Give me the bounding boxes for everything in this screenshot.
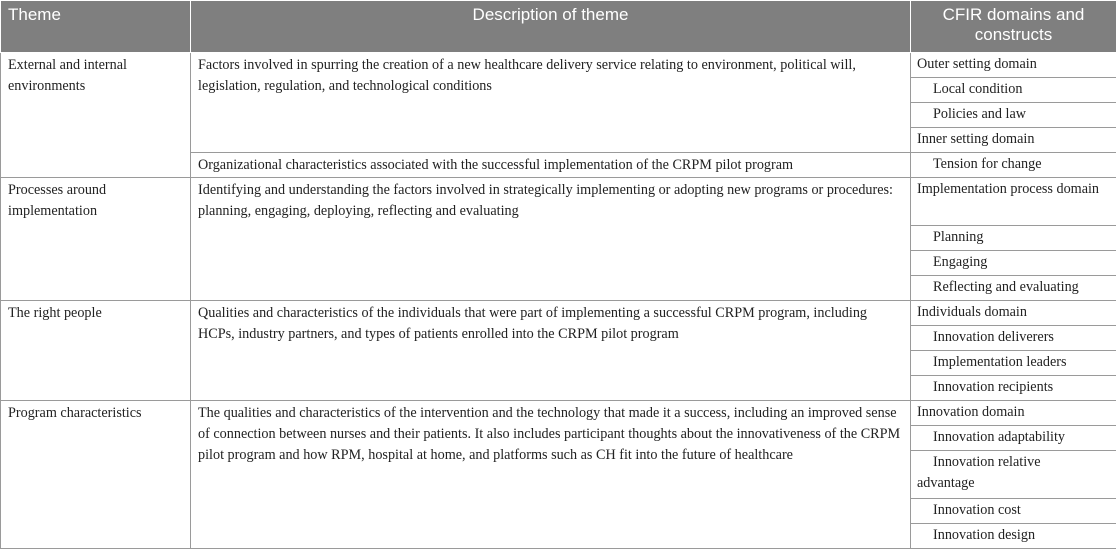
construct-cell: Local condition — [911, 78, 1116, 103]
header-theme: Theme — [1, 1, 191, 53]
construct-cell: Implementation leaders — [911, 351, 1116, 376]
theme-cell: Processes around implementation — [1, 178, 191, 301]
description-cell: Qualities and characteristics of the individuals that were part of implementing a successful CRPM program, including HCPs, industry partners, and types of patients enrolled into the CRPM pilot program — [191, 301, 911, 401]
domain-cell: Individuals domain — [911, 301, 1116, 326]
description-cell: Organizational characteristics associated with the successful implementation of the CRPM pilot program — [191, 153, 911, 178]
construct-cell: Policies and law — [911, 103, 1116, 128]
table-row — [1, 178, 1116, 226]
construct-cell: Innovation design — [911, 524, 1116, 549]
header-cfir: CFIR domains and constructs — [911, 1, 1116, 53]
table-row — [1, 301, 1116, 326]
construct-cell: Innovation recipients — [911, 376, 1116, 401]
domain-cell: Outer setting domain — [911, 53, 1116, 78]
domain-cell: Implementation process domain — [911, 178, 1116, 226]
domain-cell: Inner setting domain — [911, 128, 1116, 153]
table-row — [1, 401, 1116, 426]
construct-cell: Innovation cost — [911, 499, 1116, 524]
domain-cell: Innovation domain — [911, 401, 1116, 426]
construct-cell: Innovation adaptability — [911, 426, 1116, 451]
header-row — [1, 1, 1116, 53]
construct-cell: Reflecting and evaluating — [911, 276, 1116, 301]
theme-cell: External and internal environments — [1, 53, 191, 178]
construct-cell: Engaging — [911, 251, 1116, 276]
theme-cell: The right people — [1, 301, 191, 401]
construct-cell-line1: Innovation relative — [933, 454, 1041, 470]
construct-cell: Innovation deliverers — [911, 326, 1116, 351]
description-cell: The qualities and characteristics of the intervention and the technology that made it a success, including an improved sense of connection between nurses and their patients. It also includes participant thoughts about the innovativeness of the CRPM pilot program and how RPM, hospital at home, and platforms such as CH fit into the future of healthcare — [191, 401, 911, 549]
description-cell: Identifying and understanding the factors involved in strategically implementing or adopting new programs or procedures: planning, engaging, deploying, reflecting and evaluating — [191, 178, 911, 301]
header-description: Description of theme — [191, 1, 911, 53]
construct-cell: Tension for change — [911, 153, 1116, 178]
construct-cell: Planning — [911, 226, 1116, 251]
description-cell: Factors involved in spurring the creation of a new healthcare delivery service relating to environment, political will, legislation, regulation, and technological conditions — [191, 53, 911, 153]
theme-cell: Program characteristics — [1, 401, 191, 549]
construct-cell-line2: advantage — [917, 475, 975, 491]
table-row — [1, 53, 1116, 78]
construct-cell — [911, 451, 1116, 499]
